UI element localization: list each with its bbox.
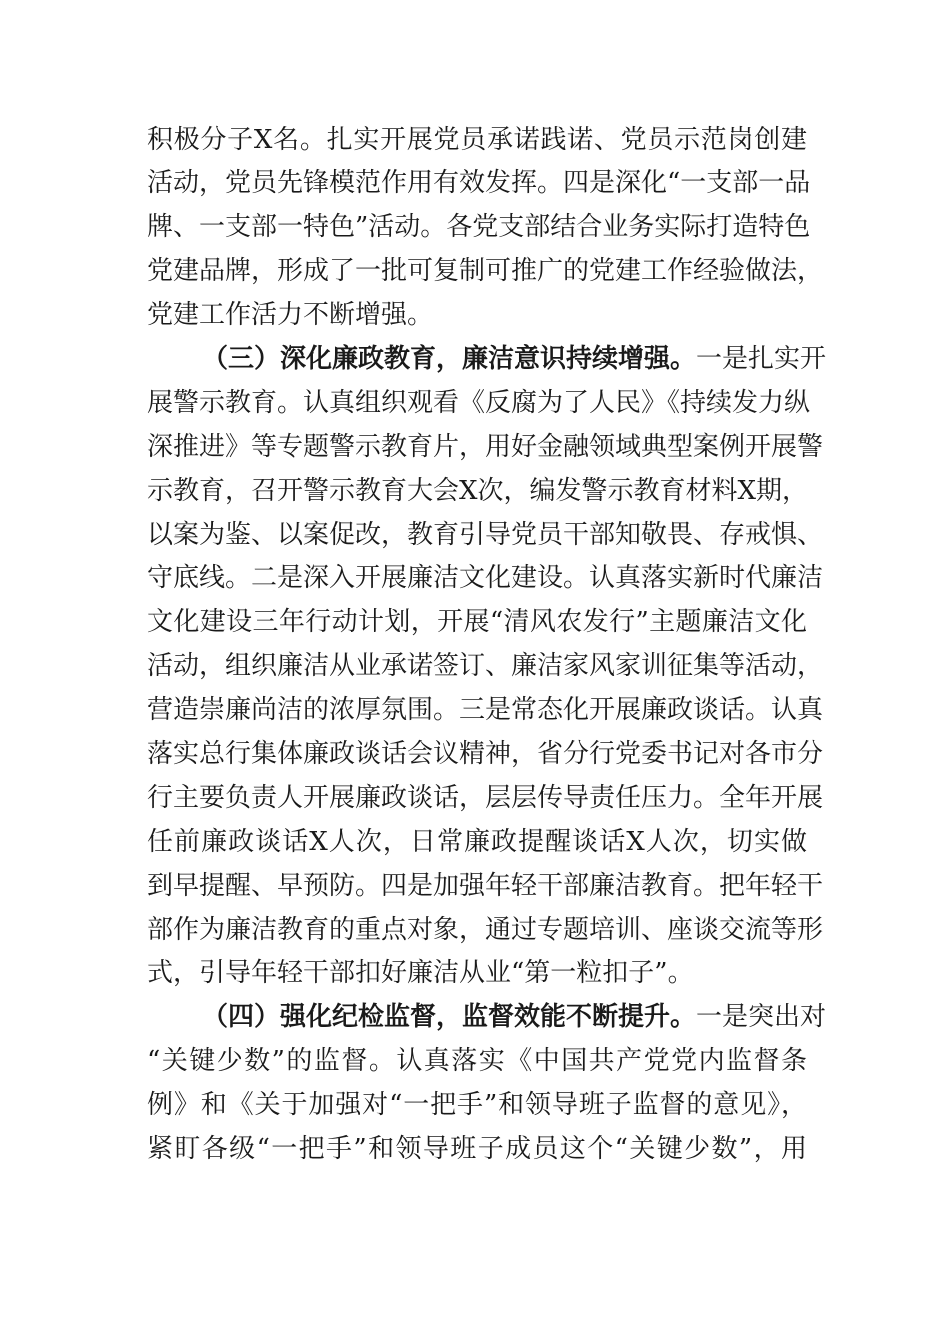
paragraph-line: 党建工作活力不断增强。 (147, 300, 434, 330)
paragraph-line: 落实总行集体廉政谈话会议精神，省分行党委书记对各市分 (147, 739, 824, 769)
section-heading: （四）强化纪检监督，监督效能不断提升。 (202, 1002, 697, 1032)
paragraph-line: 示教育，召开警示教育大会X次，编发警示教育材料X期， (147, 476, 809, 506)
section-heading-line (202, 344, 827, 374)
paragraph-line: 积极分子X名。扎实开展党员承诺践诺、党员示范岗创建 (147, 125, 807, 155)
paragraph-line: 例》和《关于加强对“一把手”和领导班子监督的意见》， (147, 1090, 807, 1120)
paragraph-line: 守底线。二是深入开展廉洁文化建设。认真落实新时代廉洁 (147, 563, 824, 593)
paragraph-text: 一是突出对 (696, 1002, 827, 1032)
paragraph-line: 紧盯各级“一把手”和领导班子成员这个“关键少数”，用 (147, 1134, 807, 1164)
paragraph-line: 部作为廉洁教育的重点对象，通过专题培训、座谈交流等形 (147, 915, 824, 945)
section-heading-line (202, 1002, 827, 1032)
paragraph-line: 深推进》等专题警示教育片，用好金融领域典型案例开展警 (147, 432, 824, 462)
paragraph-line: 以案为鉴、以案促改，教育引导党员干部知敬畏、存戒惧、 (147, 520, 824, 550)
paragraph-line: 活动，党员先锋模范作用有效发挥。四是深化“一支部一品 (147, 168, 811, 198)
paragraph-line: 任前廉政谈话X人次，日常廉政提醒谈话X人次，切实做 (147, 827, 807, 857)
paragraph-line: 行主要负责人开展廉政谈话，层层传导责任压力。全年开展 (147, 783, 824, 813)
section-heading: （三）深化廉政教育，廉洁意识持续增强。 (202, 344, 697, 374)
paragraph-line: 牌、一支部一特色”活动。各党支部结合业务实际打造特色 (147, 212, 811, 242)
paragraph-line: 营造崇廉尚洁的浓厚氛围。三是常态化开展廉政谈话。认真 (147, 695, 824, 725)
paragraph-line: 活动，组织廉洁从业承诺签订、廉洁家风家训征集等活动， (147, 651, 824, 681)
paragraph-line: 党建品牌，形成了一批可复制可推广的党建工作经验做法， (147, 256, 824, 286)
paragraph-line: 式，引导年轻干部扣好廉洁从业“第一粒扣子”。 (147, 958, 694, 988)
paragraph-line: 到早提醒、早预防。四是加强年轻干部廉洁教育。把年轻干 (147, 871, 824, 901)
paragraph-line: 展警示教育。认真组织观看《反腐为了人民》《持续发力纵 (147, 388, 811, 418)
paragraph-line: “关键少数”的监督。认真落实《中国共产党党内监督条 (147, 1046, 807, 1076)
paragraph-line: 文化建设三年行动计划，开展“清风农发行”主题廉洁文化 (147, 607, 807, 637)
paragraph-text: 一是扎实开 (696, 344, 827, 374)
